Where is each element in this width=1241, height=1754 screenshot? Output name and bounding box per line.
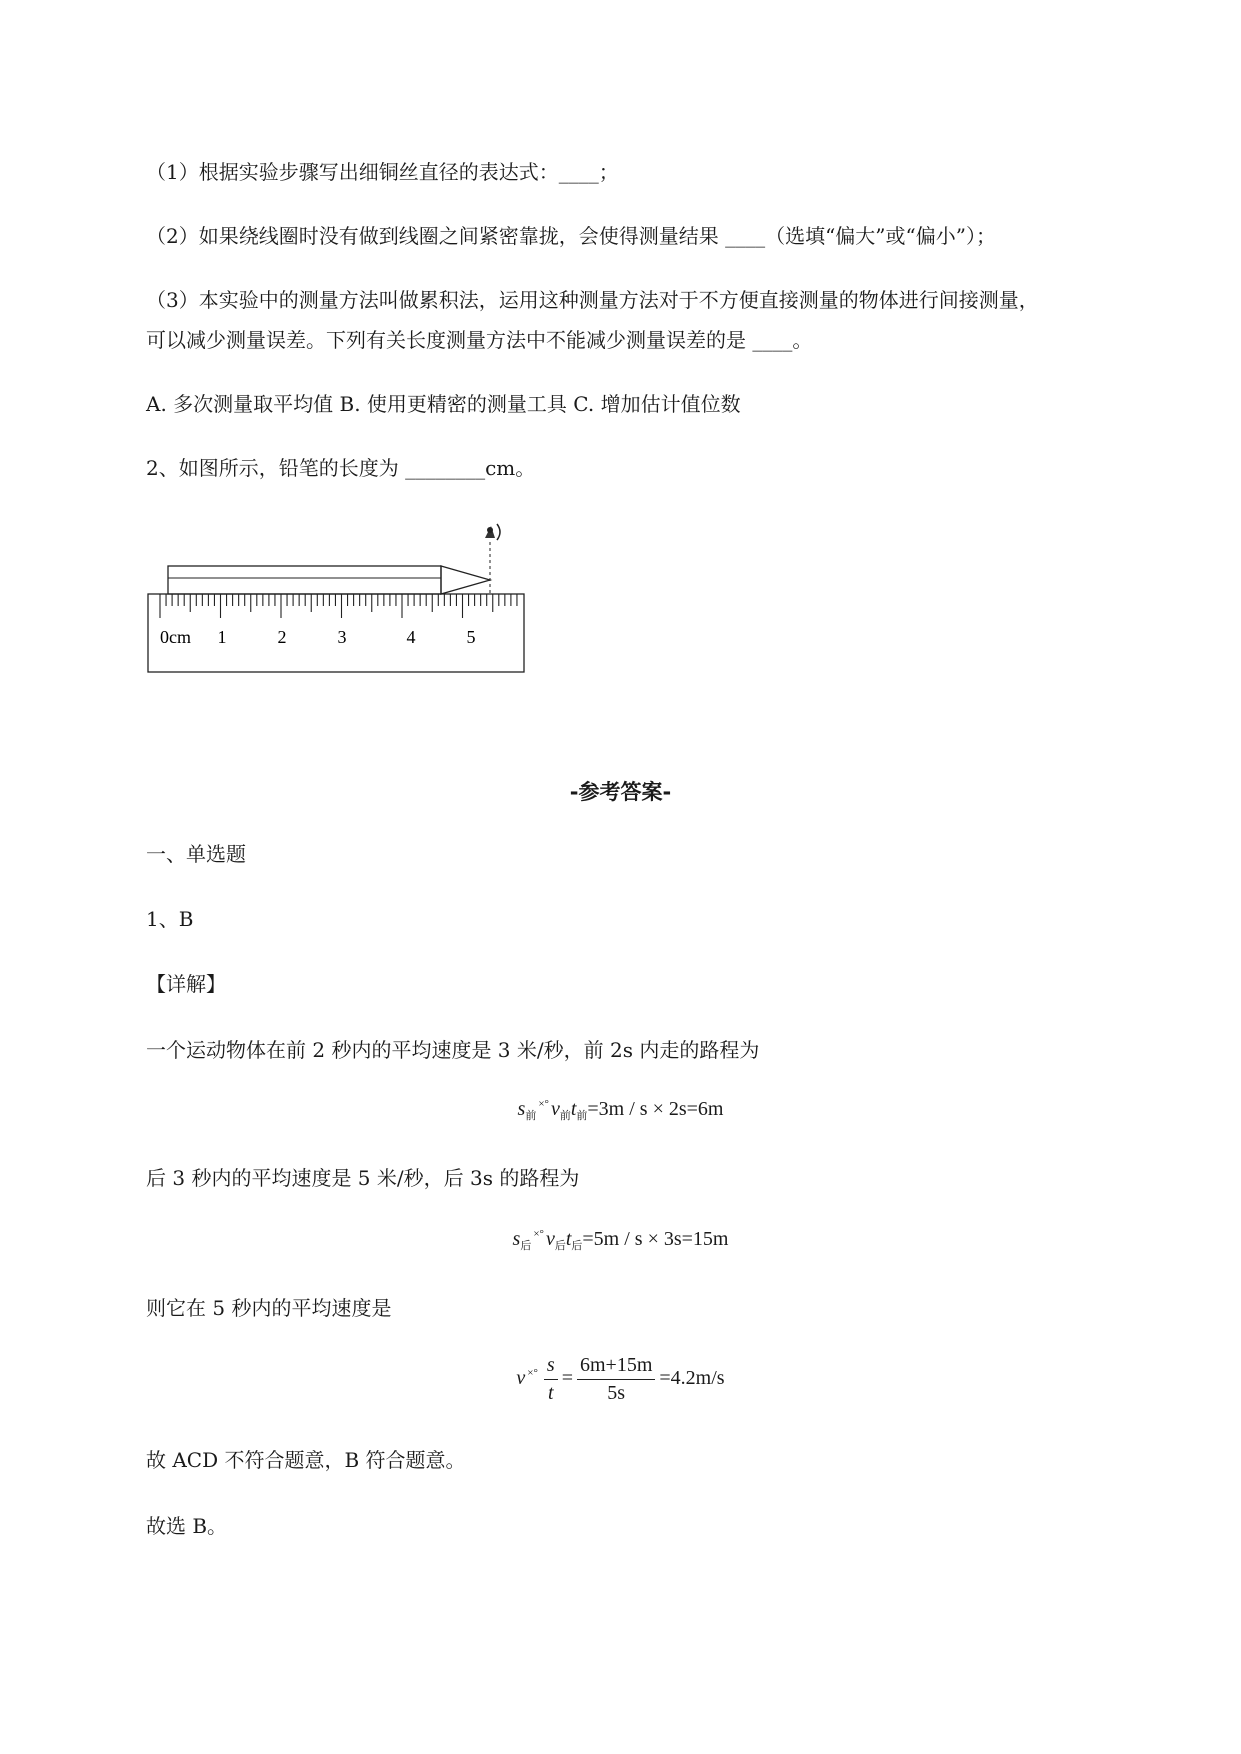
answers-heading: -参考答案- bbox=[569, 780, 672, 804]
pencil-ruler-figure bbox=[145, 520, 535, 675]
formula-3: v ×° $\frac{s}{t}$ = $\frac{6m+15m}{5s}$ =4.2m/s bbox=[516, 1354, 725, 1404]
conclusion-2: 故选 B。 bbox=[146, 1514, 228, 1538]
ruler-label-2: 2 bbox=[277, 627, 287, 647]
question-1-part-2: （2）如果绕线圈时没有做到线圈之间紧密靠拢，会使得测量结果 ____（选填“偏大”或“偏小”）； bbox=[146, 224, 996, 248]
ruler-ticks bbox=[160, 594, 517, 618]
ruler-labels bbox=[160, 627, 476, 647]
pencil-body bbox=[168, 566, 441, 594]
formula-2: $s_后^{\times^\circ}$ $v_后t_后=5m / s \times 3s=15m$ bbox=[512, 1228, 729, 1252]
pencil-tip bbox=[441, 566, 490, 594]
ruler-label-3: 3 bbox=[337, 627, 347, 647]
explanation-paragraph-3: 则它在 5 秒内的平均速度是 bbox=[146, 1296, 392, 1320]
formula-1: $s_前^{\times^\circ}$ $v_前t_前=3m / s \times 2s=6m$ bbox=[517, 1098, 724, 1122]
ruler-label-4: 4 bbox=[406, 627, 416, 647]
ruler-label-5: 5 bbox=[466, 627, 476, 647]
question-1-part-3-line-2: 可以减少测量误差。下列有关长度测量方法中不能减少测量误差的是 ____。 bbox=[146, 328, 813, 352]
answer-item: 1、B bbox=[146, 907, 194, 931]
ruler-label-0: 0cm bbox=[160, 627, 191, 647]
detail-label: 【详解】 bbox=[146, 972, 226, 996]
explanation-paragraph-2: 后 3 秒内的平均速度是 5 米/秒，后 3s 的路程为 bbox=[146, 1166, 580, 1190]
eye-icon bbox=[485, 524, 500, 540]
section-title: 一、单选题 bbox=[146, 842, 246, 866]
question-1-part-3-line-1: （3）本实验中的测量方法叫做累积法，运用这种测量方法对于不方便直接测量的物体进行间接测量， bbox=[146, 288, 1039, 312]
question-1-part-1: （1）根据实验步骤写出细铜丝直径的表达式：____； bbox=[146, 160, 619, 184]
ruler-label-1: 1 bbox=[217, 627, 227, 647]
conclusion-1: 故 ACD 不符合题意，B 符合题意。 bbox=[146, 1448, 466, 1472]
question-2: 2、如图所示，铅笔的长度为 ________cm。 bbox=[146, 456, 536, 480]
question-1-options: A. 多次测量取平均值 B. 使用更精密的测量工具 C. 增加估计值位数 bbox=[146, 392, 741, 416]
explanation-paragraph-1: 一个运动物体在前 2 秒内的平均速度是 3 米/秒，前 2s 内走的路程为 bbox=[146, 1038, 760, 1062]
